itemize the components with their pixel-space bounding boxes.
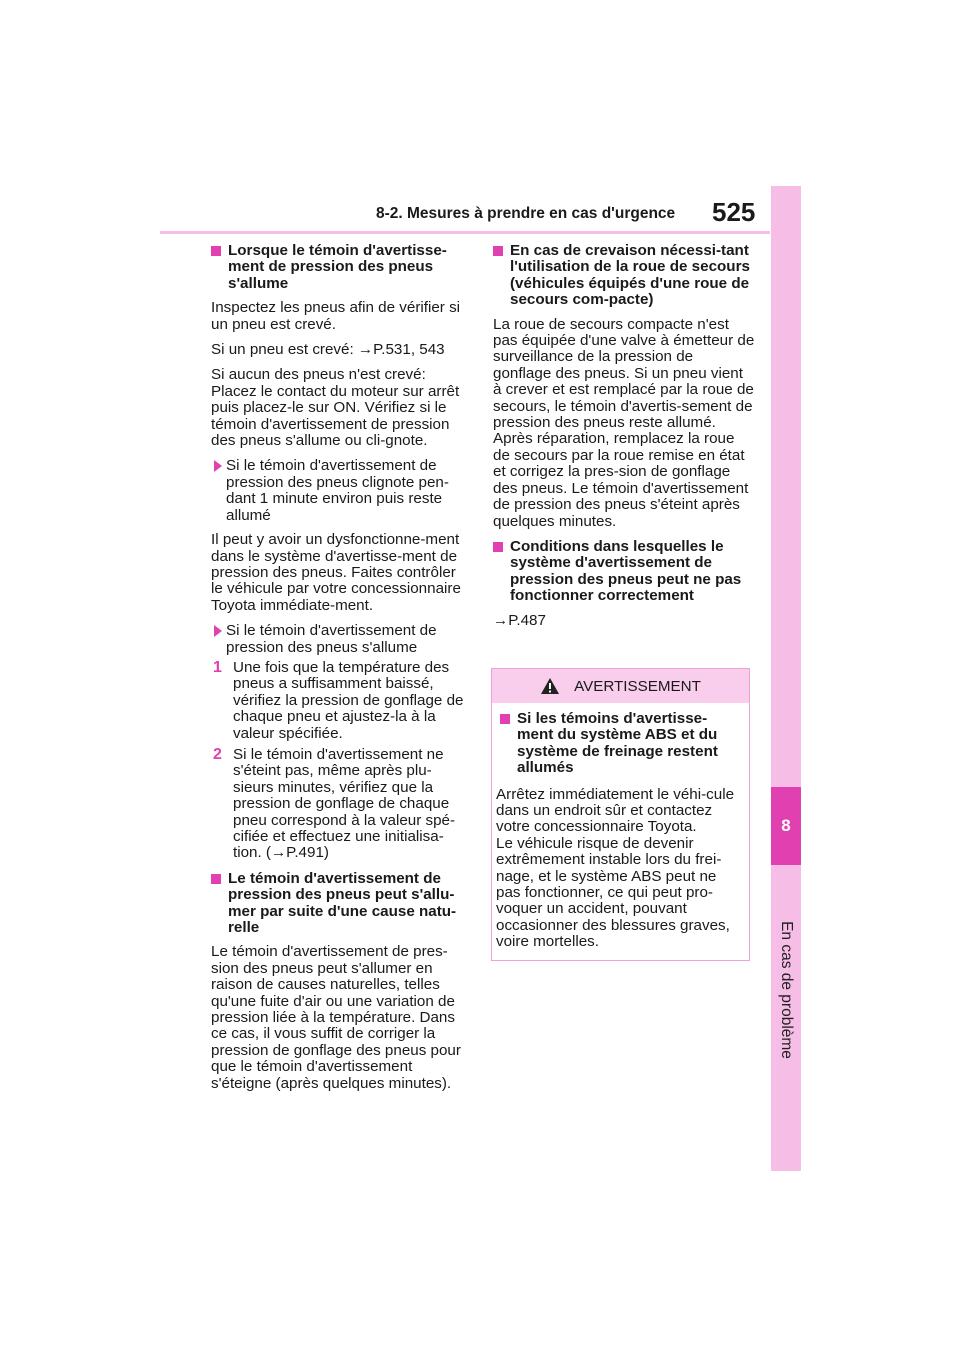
warning-text: Arrêtez immédiatement le véhi-cule dans un endroit sûr et contactez votre concessionnaire Toyota. (496, 785, 735, 836)
square-bullet-icon (500, 714, 510, 724)
section-heading: Conditions dans lesquelles le système d'avertissement de pression des pneus peut ne pas fonctionner correctement (493, 539, 755, 605)
step-number: 2 (213, 745, 222, 763)
bullet-item: Si le témoin d'avertissement de pression des pneus clignote pen-dant 1 minute environ puis reste allumé (211, 458, 469, 524)
section-heading: Le témoin d'avertissement de pression des pneus peut s'allu-mer par suite d'une cause natu-relle (211, 871, 469, 937)
paragraph: La roue de secours compacte n'est pas équipée d'une valve à émetteur de surveillance de la pression de gonflage des pneus. Si un pneu vient à crever et est remplacé par la roue de secours, le témoin d'avertis-sement de pression des pneus reste allumé. Après réparation, remplacez la roue de secours par la roue remise en état et corrigez la pres-sion de gonflage des pneus. Le témoin d'avertissement de pression des pneus s'éteint après quelques minutes. (493, 315, 755, 530)
section-title: 8-2. Mesures à prendre en cas d'urgence (376, 205, 676, 222)
warning-label: AVERTISSEMENT (574, 677, 701, 695)
page-number: 525 (712, 197, 756, 227)
paragraph: Inspectez les pneus afin de vérifier si un pneu est crevé. (211, 299, 461, 333)
section-heading: Lorsque le témoin d'avertisse-ment de pression des pneus s'allume (211, 243, 469, 292)
square-bullet-icon (493, 542, 503, 552)
header-divider (160, 231, 770, 234)
chapter-title-vertical: En cas de problème (778, 921, 795, 1059)
paragraph: Le témoin d'avertissement de pres-sion des pneus peut s'allumer en raison de causes naturelles, telles qu'une fuite d'air ou une variation de pression liée à la température. Dans ce cas, il vous suffit de corriger la pression de gonflage des pneus pour que le témoin d'avertissement s'éteigne (après quelques minutes). (211, 943, 461, 1092)
paragraph: Si aucun des pneus n'est crevé: Placez le contact du moteur sur arrêt puis placez-le sur ON. Vérifiez si le témoin d'avertissement de pression des pneus s'allume ou cli-gnote. (211, 366, 460, 450)
paragraph: Il peut y avoir un dysfonctionne-ment dans le système d'avertisse-ment de pression des pneus. Faites contrôler le véhicule par votre concessionnaire Toyota immédiate-ment. (211, 531, 461, 614)
warning-body (492, 703, 749, 951)
section-heading: En cas de crevaison nécessi-tant l'utilisation de la roue de secours (véhicules équipés d'une roue de secours com-pacte) (493, 243, 755, 309)
warning-box (491, 668, 750, 961)
left-column (211, 243, 469, 1101)
warning-header (492, 669, 749, 703)
warning-text: Le véhicule risque de devenir extrêmement instable lors du frei-nage, et le système ABS peut ne pas fonctionner, ce qui peut pro-voquer un accident, pouvant occasionner des blessures graves, voire mortelles. (496, 834, 730, 951)
triangle-bullet-icon (214, 460, 222, 472)
step-number: 1 (213, 658, 222, 676)
square-bullet-icon (493, 246, 503, 256)
step-item: 1 Une fois que la température des pneus a suffisamment baissé, vérifiez la pression de gonflage de chaque pneu et ajustez-la à la valeur spécifiée. (213, 658, 464, 742)
paragraph: Si un pneu est crevé: →P.531, 543 (211, 341, 445, 359)
triangle-bullet-icon (214, 625, 222, 637)
warning-triangle-icon (540, 677, 560, 695)
step-item: 2 Si le témoin d'avertissement ne s'éteint pas, même après plu-sieurs minutes, vérifiez que la pression de gonflage de chaque pneu correspond à la valeur spé-cifiée et effectuez une initialisa-tion. (→P.491) (213, 745, 456, 862)
square-bullet-icon (211, 246, 221, 256)
warning-heading: Si les témoins d'avertisse-ment du système ABS et du système de freinage restent allumés (500, 711, 741, 777)
chapter-number-badge: 8 (771, 787, 801, 865)
square-bullet-icon (211, 874, 221, 884)
bullet-item: Si le témoin d'avertissement de pression des pneus s'allume (211, 623, 469, 656)
page-reference: →P.487 (493, 611, 546, 629)
right-column (493, 243, 755, 638)
